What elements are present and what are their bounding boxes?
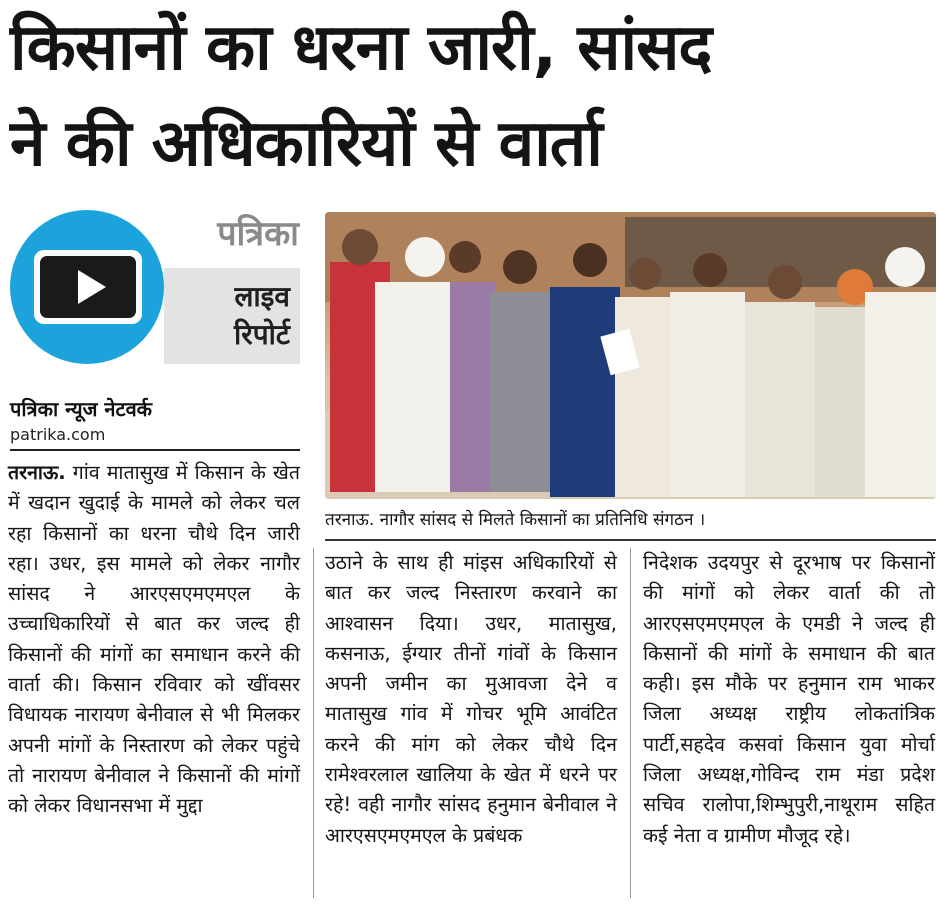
byline-network: पत्रिका न्यूज नेटवर्क: [10, 397, 153, 421]
headline-line-1: किसानों का धरना जारी, सांसद: [10, 11, 712, 85]
column-divider: [313, 548, 314, 898]
column-2-text: उठाने के साथ ही मांइस अधिकारियों से बात कर जल्द निस्तारण करवाने का आश्वासन दिया। उधर, मातासुख, कसनाऊ, ईग्यार तीनों गांवों के किसान अपनी जमीन का मुआवजा देने व मातासुख गांव में गोचर भूमि आवंटित करने की मांग को लेकर चौथे दिन रामेश्वरलाल खालिया के खेत में धरने पर रहे! वही नागौर सांसद हनुमान बेनीवाल ने आरएसएमएमएल के प्रबंधक: [325, 551, 617, 847]
brand-name: पत्रिका: [217, 214, 299, 254]
live-report-badge: [164, 268, 300, 364]
article-column-2: [325, 548, 617, 851]
article-column-1: [8, 458, 300, 822]
report-label: रिपोर्ट: [234, 318, 290, 351]
photo-caption: तरनाऊ. नागौर सांसद से मिलते किसानों का प्रतिनिधि संगठन ।: [325, 510, 706, 530]
live-label: लाइव: [234, 280, 290, 313]
news-photo: [325, 212, 936, 499]
column-1-text: गांव मातासुख में किसान के खेत में खदान खुदाई के मामले को लेकर चल रहा किसानों का धरना चौथे दिन जारी रहा। उधर, इस मामले को लेकर नागौर सांसद ने आरएसएमएमएल के उच्चाधिकारियों से बात कर जल्द ही किसानों की मांगों का समाधान करने की वार्ता की। किसान रविवार को खींवसर विधायक नारायण बेनीवाल से भी मिलकर अपनी मांगों के निस्तारण को लेकर पहुंचे तो नारायण बेनीवाल ने किसानों की मांगों को लेकर विधानसभा में मुद्दा: [8, 461, 300, 818]
screen-icon: [34, 250, 142, 324]
headline: [10, 0, 935, 192]
headline-line-2: ने की अधिकारियों से वार्ता: [10, 107, 602, 181]
column-divider: [630, 548, 631, 898]
article-column-3: [643, 548, 935, 851]
live-video-logo[interactable]: [10, 210, 164, 364]
play-icon: [78, 270, 106, 304]
byline-site[interactable]: patrika.com: [10, 425, 106, 444]
byline-divider: [10, 449, 300, 451]
caption-divider: [325, 539, 936, 541]
column-3-text: निदेशक उदयपुर से दूरभाष पर किसानों की मांगों को लेकर वार्ता की तो आरएसएमएमएल के एमडी ने जल्द ही किसानों की मांगों के समाधान की बात कही। इस मौके पर हनुमान राम भाकर जिला अध्यक्ष राष्ट्रीय लोकतांत्रिक पार्टी,सहदेव कसवां किसान युवा मोर्चा जिला अध्यक्ष,गोविन्द राम मंडा प्रदेश सचिव रालोपा,शिम्भुपुरी,नाथूराम सहित कई नेता व ग्रामीण मौजूद रहे।: [643, 551, 935, 847]
dateline: तरनाऊ.: [8, 461, 66, 484]
